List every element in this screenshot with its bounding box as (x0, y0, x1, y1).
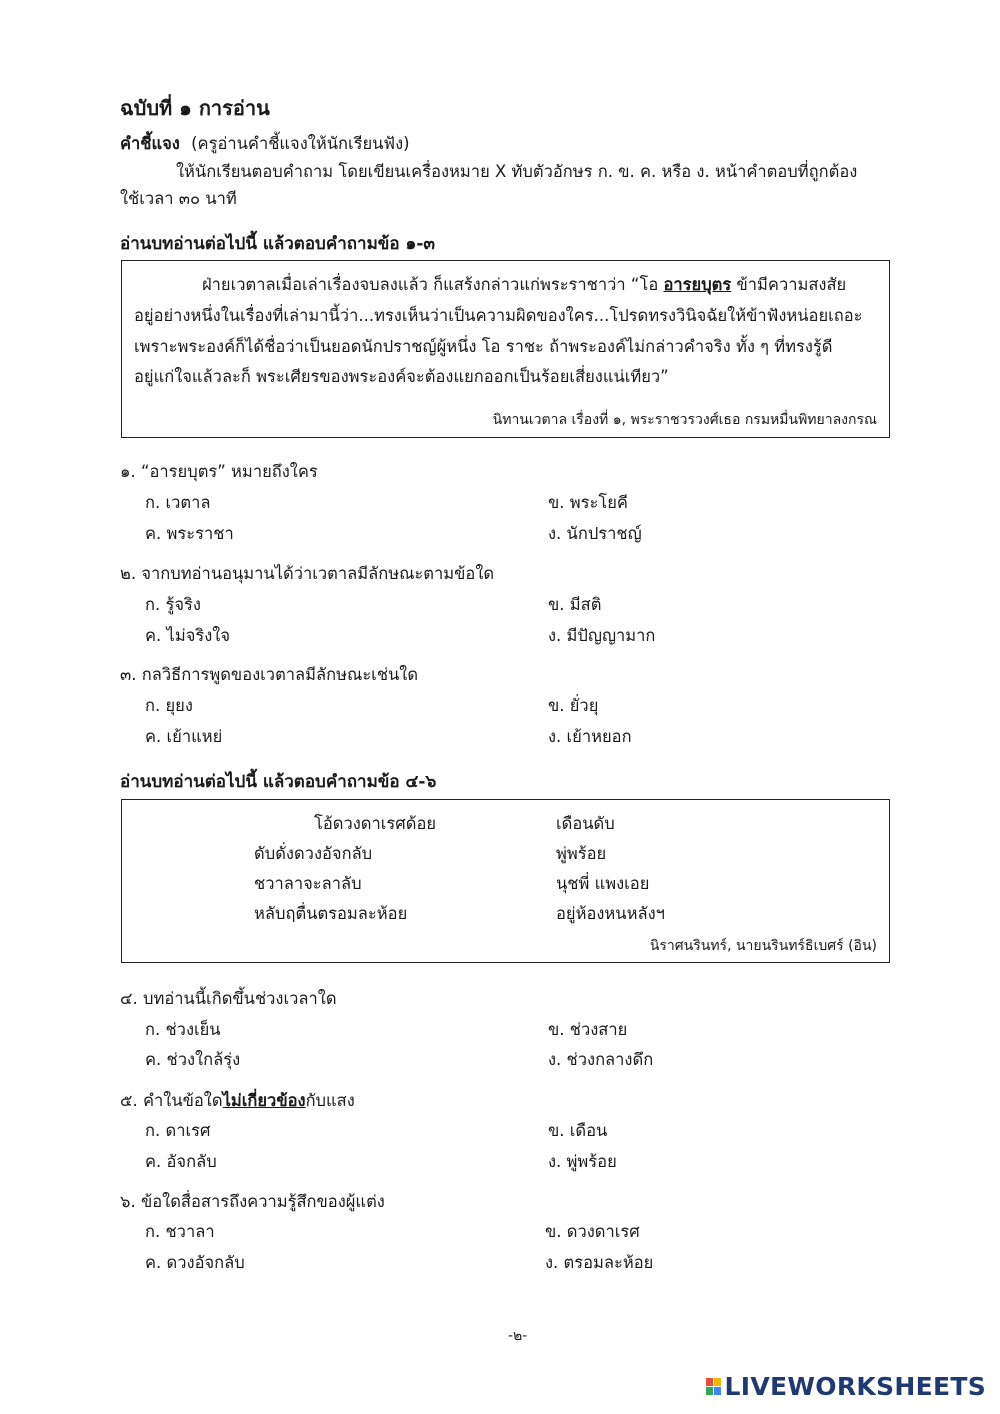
choice-5a[interactable]: ก. ดาเรศ (145, 1121, 211, 1140)
poem-line-4-right: อยู่ห้องหนหลังฯ (556, 904, 665, 923)
choice-2d[interactable]: ง. มีปัญญามาก (548, 626, 656, 645)
choice-4a[interactable]: ก. ช่วงเย็น (145, 1020, 221, 1039)
question-6: ๖. ข้อใดสื่อสารถึงความรู้สึกของผู้แต่ง (120, 1192, 385, 1211)
poem-line-2-right: พู่พร้อย (556, 844, 607, 863)
question-4: ๔. บทอ่านนี้เกิดขึ้นช่วงเวลาใด (120, 989, 337, 1008)
choice-2a[interactable]: ก. รู้จริง (145, 595, 201, 614)
poem-box (121, 799, 890, 963)
logo-tile (706, 1387, 713, 1395)
choice-5b[interactable]: ข. เดือน (548, 1121, 608, 1140)
poem-line-1-left: โอ้ดวงดาเรศด้อย (314, 814, 437, 833)
page-title: ฉบับที่ ๑ การอ่าน (120, 96, 270, 120)
passage-source: นิทานเวตาล เรื่องที่ ๑, พระราชวรวงศ์เธอ กรมหมื่นพิทยาลงกรณ (492, 412, 877, 428)
choice-1a[interactable]: ก. เวตาล (145, 493, 211, 512)
instructions-line (120, 136, 410, 153)
choice-4c[interactable]: ค. ช่วงใกล้รุ่ง (145, 1050, 241, 1069)
choice-1d[interactable]: ง. นักปราชญ์ (548, 524, 642, 543)
instructions-label: คำชี้แจง (120, 134, 180, 153)
section2-heading: อ่านบทอ่านต่อไปนี้ แล้วตอบคำถามข้อ ๔-๖ (120, 772, 437, 792)
choice-3b[interactable]: ข. ยั่วยุ (548, 696, 599, 715)
choice-6c[interactable]: ค. ดวงอัจกลับ (145, 1253, 245, 1272)
page-number: -๒- (508, 1328, 528, 1344)
logo-tile (706, 1378, 713, 1386)
instructions-text: ให้นักเรียนตอบคำถาม โดยเขียนเครื่องหมาย X ทับตัวอักษร ก. ข. ค. หรือ ง. หน้าคำตอบที่ถูกต้อง (176, 162, 858, 181)
section1-heading: อ่านบทอ่านต่อไปนี้ แล้วตอบคำถามข้อ ๑-๓ (120, 234, 436, 254)
logo-tile (714, 1378, 721, 1386)
choice-6b[interactable]: ข. ดวงดาเรศ (545, 1222, 640, 1241)
poem-line-2-left: ดับดั่งดวงอัจกลับ (254, 844, 373, 863)
choice-3c[interactable]: ค. เย้าแหย่ (145, 727, 223, 746)
question-2: ๒. จากบทอ่านอนุมานได้ว่าเวตาลมีลักษณะตามข้อใด (120, 564, 495, 583)
passage-text: ข้ามีความสงสัย (731, 275, 847, 294)
passage-line-3: เพราะพระองค์ก็ได้ชื่อว่าเป็นยอดนักปราชญ์ผู้หนึ่ง โอ ราชะ ถ้าพระองค์ไม่กล่าวคำจริง ทั้ง ๆ ที่ทรงรู้ดี (134, 337, 833, 356)
question-5 (120, 1093, 355, 1110)
time-limit: ใช้เวลา ๓๐ นาที (120, 189, 237, 208)
poem-line-4-left: หลับฤตื่นตรอมละห้อย (254, 904, 408, 923)
choice-2b[interactable]: ข. มีสติ (548, 595, 602, 614)
logo-tile (714, 1387, 721, 1395)
poem-source: นิราศนรินทร์, นายนรินทร์ธิเบศร์ (อิน) (649, 938, 877, 954)
logo-text: LIVEWORKSHEETS (724, 1372, 986, 1401)
instructions-note: (ครูอ่านคำชี้แจงให้นักเรียนฟัง) (191, 134, 410, 153)
choice-5c[interactable]: ค. อัจกลับ (145, 1152, 217, 1171)
choice-3a[interactable]: ก. ยุยง (145, 696, 193, 715)
passage-line-4: อยู่แก่ใจแล้วละก็ พระเศียรของพระองค์จะต้องแยกออกเป็นร้อยเสี่ยงแน่เทียว” (134, 367, 669, 386)
choice-1b[interactable]: ข. พระโยคี (548, 493, 628, 512)
question-5-text: กับแสง (305, 1091, 355, 1110)
passage-box (121, 260, 890, 438)
choice-5d[interactable]: ง. พู่พร้อย (548, 1152, 617, 1171)
passage-line-1 (202, 277, 846, 294)
choice-6d[interactable]: ง. ตรอมละห้อย (545, 1253, 654, 1272)
choice-2c[interactable]: ค. ไม่จริงใจ (145, 626, 231, 645)
poem-line-3-left: ชวาลาจะลาลับ (254, 874, 362, 893)
logo-mark-icon (706, 1378, 721, 1395)
passage-keyword: อารยบุตร (663, 275, 732, 294)
choice-1c[interactable]: ค. พระราชา (145, 524, 234, 543)
poem-line-1-right: เดือนดับ (556, 814, 615, 833)
question-5-emphasis: ไม่เกี่ยวข้อง (222, 1091, 306, 1110)
liveworksheets-logo[interactable] (706, 1372, 986, 1401)
choice-6a[interactable]: ก. ชวาลา (145, 1222, 215, 1241)
choice-4d[interactable]: ง. ช่วงกลางดึก (548, 1050, 654, 1069)
question-3: ๓. กลวิธีการพูดของเวตาลมีลักษณะเช่นใด (120, 665, 419, 684)
question-1: ๑. “อารยบุตร” หมายถึงใคร (120, 462, 318, 481)
poem-line-3-right: นุชพี่ แพงเอย (556, 874, 650, 893)
passage-text: ฝ่ายเวตาลเมื่อเล่าเรื่องจบลงแล้ว ก็แสร้งกล่าวแก่พระราชาว่า “โอ (202, 275, 664, 294)
question-5-text: ๕. คำในข้อใด (120, 1091, 223, 1110)
choice-3d[interactable]: ง. เย้าหยอก (548, 727, 632, 746)
choice-4b[interactable]: ข. ช่วงสาย (548, 1020, 628, 1039)
passage-line-2: อยู่อย่างหนึ่งในเรื่องที่เล่ามานี้ว่า...ทรงเห็นว่าเป็นความผิดของใคร...โปรดทรงวินิจฉัยให้ข้าฟังหน่อยเถอะ (134, 306, 863, 325)
